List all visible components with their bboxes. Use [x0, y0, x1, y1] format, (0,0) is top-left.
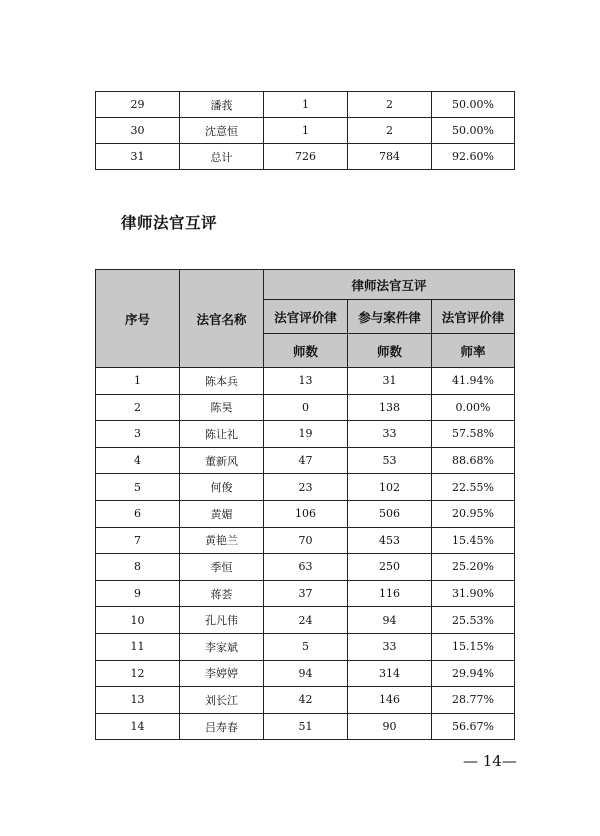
table-row: [96, 633, 515, 660]
cell-judge-name: 黄艳兰: [180, 527, 264, 554]
cell-evaluated-lawyers: 726: [264, 144, 348, 170]
cell-index: 14: [96, 713, 180, 740]
cell-participating-lawyers: 138: [348, 394, 432, 421]
cell-participating-lawyers: 53: [348, 447, 432, 474]
cell-judge-name: 李家斌: [180, 633, 264, 660]
cell-judge-name: 沈意恒: [180, 118, 264, 144]
cell-index: 5: [96, 474, 180, 501]
cell-participating-lawyers: 784: [348, 144, 432, 170]
cell-evaluated-lawyers: 106: [264, 500, 348, 527]
cell-evaluation-rate: 50.00%: [432, 118, 515, 144]
cell-evaluated-lawyers: 5: [264, 633, 348, 660]
header-evaluation-rate-line2: 师率: [432, 334, 515, 368]
cell-evaluated-lawyers: 19: [264, 421, 348, 448]
cell-evaluated-lawyers: 13: [264, 368, 348, 395]
cell-index: 8: [96, 554, 180, 581]
table-row: [96, 660, 515, 687]
cell-evaluation-rate: 88.68%: [432, 447, 515, 474]
cell-participating-lawyers: 314: [348, 660, 432, 687]
header-participating-lawyers-line1: 参与案件律: [348, 300, 432, 334]
cell-evaluated-lawyers: 63: [264, 554, 348, 581]
cell-index: 10: [96, 607, 180, 634]
table-row: [96, 447, 515, 474]
cell-judge-name: 黄媚: [180, 500, 264, 527]
cell-evaluation-rate: 25.20%: [432, 554, 515, 581]
cell-judge-name: 董新风: [180, 447, 264, 474]
header-evaluation-rate-line1: 法官评价律: [432, 300, 515, 334]
cell-judge-name: 吕寿春: [180, 713, 264, 740]
table-row: [96, 687, 515, 714]
cell-evaluated-lawyers: 42: [264, 687, 348, 714]
cell-evaluation-rate: 29.94%: [432, 660, 515, 687]
cell-judge-name: 蒋荟: [180, 580, 264, 607]
table-row: [96, 421, 515, 448]
cell-evaluation-rate: 22.55%: [432, 474, 515, 501]
table-row: [96, 500, 515, 527]
cell-index: 2: [96, 394, 180, 421]
cell-evaluated-lawyers: 70: [264, 527, 348, 554]
cell-judge-name: 季恒: [180, 554, 264, 581]
cell-judge-name: 陈让礼: [180, 421, 264, 448]
cell-evaluation-rate: 31.90%: [432, 580, 515, 607]
cell-evaluation-rate: 50.00%: [432, 92, 515, 118]
cell-evaluation-rate: 56.67%: [432, 713, 515, 740]
cell-judge-name: 孔凡伟: [180, 607, 264, 634]
cell-participating-lawyers: 506: [348, 500, 432, 527]
cell-participating-lawyers: 2: [348, 92, 432, 118]
cell-index: 31: [96, 144, 180, 170]
cell-evaluated-lawyers: 1: [264, 118, 348, 144]
header-participating-lawyers-line2: 师数: [348, 334, 432, 368]
section-heading: 律师法官互评: [121, 214, 218, 232]
header-group: 律师法官互评: [264, 270, 515, 300]
cell-participating-lawyers: 250: [348, 554, 432, 581]
table-row: [96, 607, 515, 634]
cell-index: 11: [96, 633, 180, 660]
cell-evaluated-lawyers: 94: [264, 660, 348, 687]
cell-judge-name: 陈本兵: [180, 368, 264, 395]
cell-evaluation-rate: 20.95%: [432, 500, 515, 527]
cell-evaluation-rate: 92.60%: [432, 144, 515, 170]
cell-evaluation-rate: 41.94%: [432, 368, 515, 395]
cell-index: 1: [96, 368, 180, 395]
cell-evaluation-rate: 15.15%: [432, 633, 515, 660]
cell-participating-lawyers: 31: [348, 368, 432, 395]
cell-participating-lawyers: 33: [348, 421, 432, 448]
cell-judge-name: 李婷婷: [180, 660, 264, 687]
cell-participating-lawyers: 2: [348, 118, 432, 144]
cell-evaluation-rate: 57.58%: [432, 421, 515, 448]
cell-participating-lawyers: 33: [348, 633, 432, 660]
cell-index: 3: [96, 421, 180, 448]
table-row: [96, 92, 515, 118]
cell-evaluated-lawyers: 24: [264, 607, 348, 634]
table-row: [96, 394, 515, 421]
cell-evaluation-rate: 28.77%: [432, 687, 515, 714]
cell-evaluated-lawyers: 37: [264, 580, 348, 607]
cell-participating-lawyers: 116: [348, 580, 432, 607]
page-number: — 14—: [463, 752, 517, 770]
header-judge-name: 法官名称: [180, 270, 264, 368]
cell-index: 4: [96, 447, 180, 474]
cell-index: 12: [96, 660, 180, 687]
cell-evaluated-lawyers: 1: [264, 92, 348, 118]
cell-participating-lawyers: 90: [348, 713, 432, 740]
cell-index: 13: [96, 687, 180, 714]
cell-judge-name: 刘长江: [180, 687, 264, 714]
cell-evaluation-rate: 15.45%: [432, 527, 515, 554]
cell-evaluated-lawyers: 47: [264, 447, 348, 474]
cell-participating-lawyers: 94: [348, 607, 432, 634]
cell-index: 7: [96, 527, 180, 554]
carryover-table-body: [96, 92, 515, 170]
table-row: [96, 554, 515, 581]
header-evaluated-lawyers-line2: 师数: [264, 334, 348, 368]
cell-evaluated-lawyers: 23: [264, 474, 348, 501]
cell-participating-lawyers: 146: [348, 687, 432, 714]
cell-evaluated-lawyers: 51: [264, 713, 348, 740]
cell-evaluation-rate: 25.53%: [432, 607, 515, 634]
cell-evaluated-lawyers: 0: [264, 394, 348, 421]
cell-index: 30: [96, 118, 180, 144]
judge-evaluation-table-body: [96, 368, 515, 740]
cell-index: 9: [96, 580, 180, 607]
judge-evaluation-table: [95, 269, 515, 740]
cell-judge-name: 陈昊: [180, 394, 264, 421]
table-row: [96, 580, 515, 607]
cell-participating-lawyers: 102: [348, 474, 432, 501]
cell-index: 6: [96, 500, 180, 527]
table-row: [96, 118, 515, 144]
header-evaluated-lawyers-line1: 法官评价律: [264, 300, 348, 334]
cell-participating-lawyers: 453: [348, 527, 432, 554]
cell-evaluation-rate: 0.00%: [432, 394, 515, 421]
table-row: [96, 144, 515, 170]
cell-judge-name: 潘莪: [180, 92, 264, 118]
carryover-table: [95, 91, 515, 170]
cell-judge-name: 总计: [180, 144, 264, 170]
table-row: [96, 527, 515, 554]
table-row: [96, 368, 515, 395]
table-row: [96, 474, 515, 501]
table-row: [96, 713, 515, 740]
cell-index: 29: [96, 92, 180, 118]
header-index: 序号: [96, 270, 180, 368]
cell-judge-name: 何俊: [180, 474, 264, 501]
